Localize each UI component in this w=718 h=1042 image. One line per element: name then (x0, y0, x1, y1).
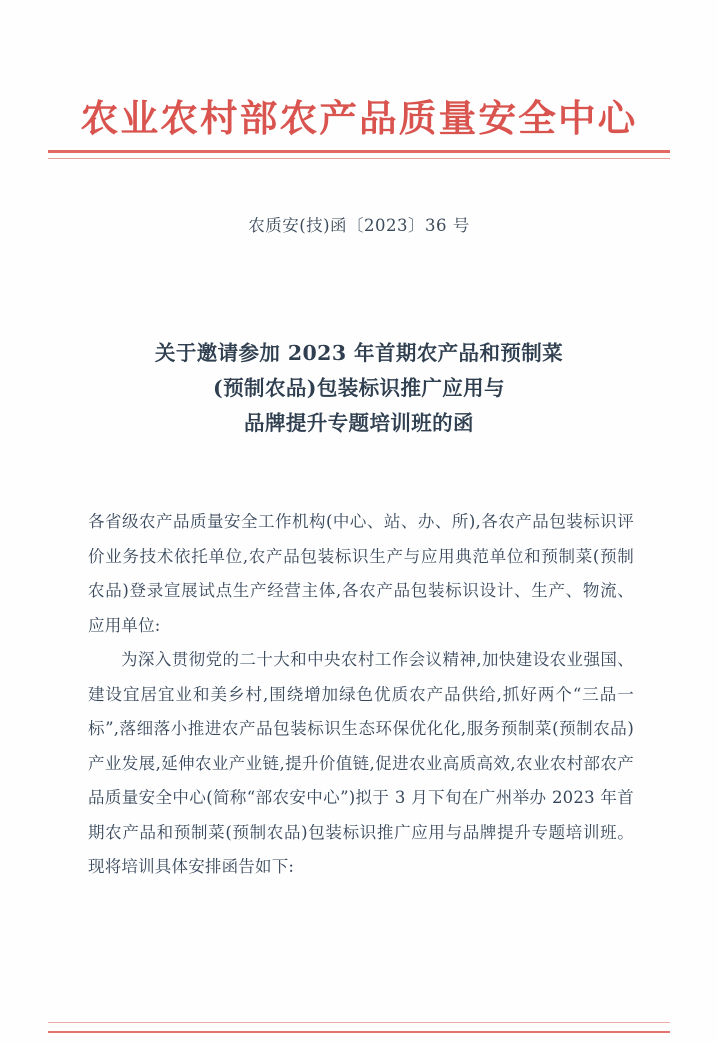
document-title-line-3: 品牌提升专题培训班的函 (244, 411, 474, 435)
body-paragraph-recipients: 各省级农产品质量安全工作机构(中心、站、办、所),各农产品包装标识评价业务技术依托单位,农产品包装标识生产与应用典范单位和预制菜(预制农品)登录宣展试点生产经营主体,各农产品包装标识设计、生产、物流、应用单位: (88, 512, 634, 635)
document-title (89, 336, 629, 441)
document-title-line-1: 关于邀请参加 2023 年首期农产品和预制菜 (154, 341, 564, 365)
letterhead (0, 88, 718, 142)
body-paragraph-introduction: 为深入贯彻党的二十大和中央农村工作会议精神,加快建设农业强国、建设宜居宜业和美乡村,围绕增加绿色优质农产品供给,抓好两个“三品一标”,落细落小推进农产品包装标识生态环保优化化,服务预制菜(预制农品)产业发展,延伸农业产业链,提升价值链,促进农业高质高效,农业农村部农产品质量安全中心(简称“部农安中心”)拟于 3 月下旬在广州举办 2023 年首期农产品和预制菜(预制农品)包装标识推广应用与品牌提升专题培训班。现将培训具体安排函告如下: (88, 650, 634, 876)
document-serial-number: 农质安(技)函〔2023〕36 号 (248, 216, 470, 235)
footer-rule-thick (48, 1031, 670, 1033)
letterhead-organization-title: 农业农村部农产品质量安全中心 (80, 96, 638, 140)
footer-rule-thin (48, 1022, 670, 1023)
document-title-line-2: (预制农品)包装标识推广应用与 (213, 376, 505, 400)
letterhead-rule-thin (48, 158, 670, 159)
document-body (88, 505, 634, 885)
letterhead-rule-thick (48, 150, 670, 153)
